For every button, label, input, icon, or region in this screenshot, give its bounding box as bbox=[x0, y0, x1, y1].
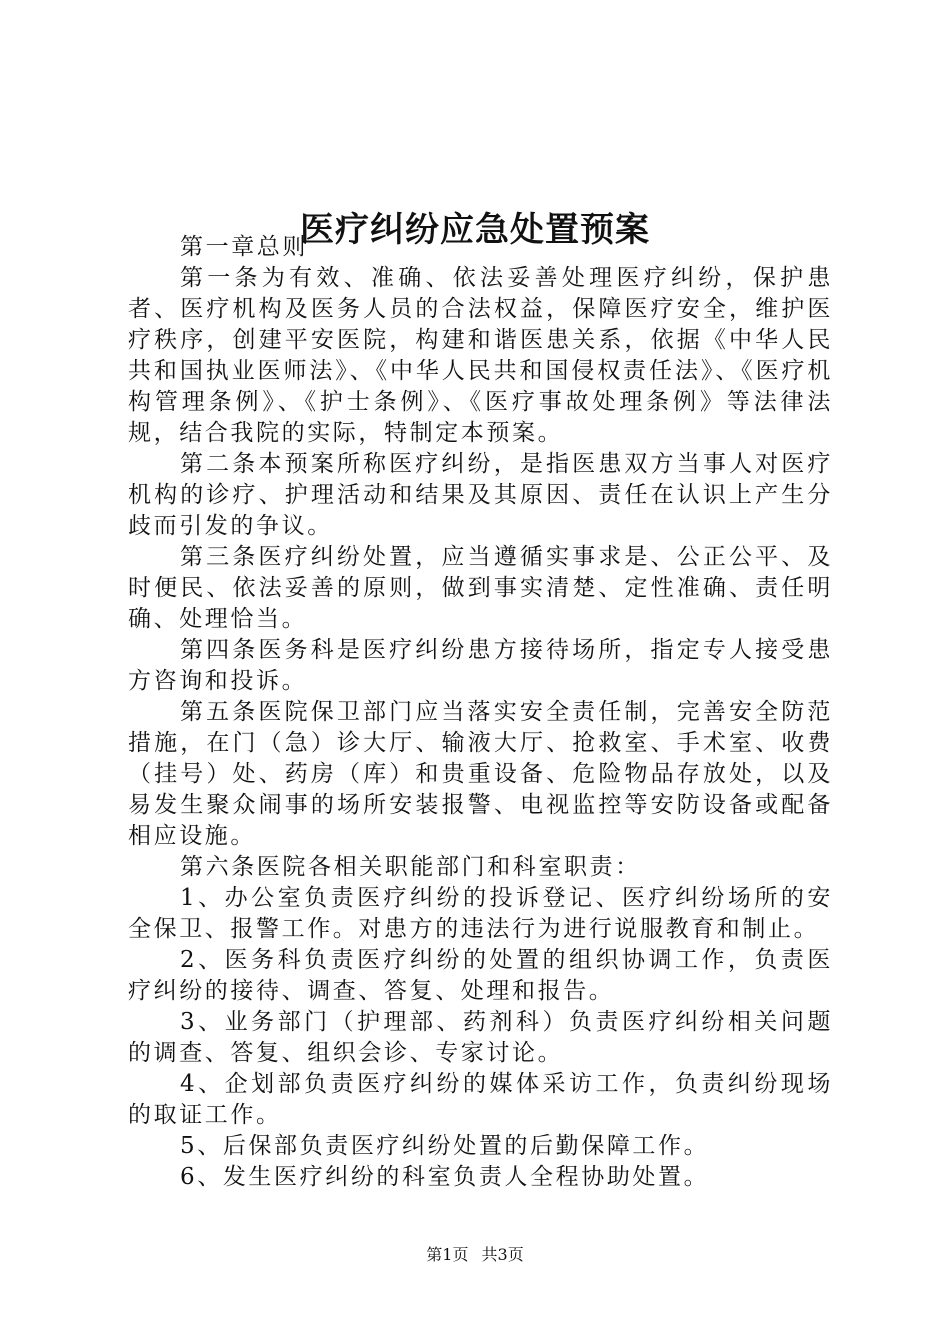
article-4: 第四条医务科是医疗纠纷患方接待场所，指定专人接受患方咨询和投诉。 bbox=[128, 637, 833, 694]
duty-item-5: 5、后保部负责医疗纠纷处置的后勤保障工作。 bbox=[180, 1133, 710, 1159]
duty-item-3: 3、业务部门（护理部、药剂科）负责医疗纠纷相关问题的调查、答复、组织会诊、专家讨论。 bbox=[128, 1009, 833, 1066]
duty-item-4: 4、企划部负责医疗纠纷的媒体采访工作，负责纠纷现场的取证工作。 bbox=[128, 1071, 833, 1128]
article-5: 第五条医院保卫部门应当落实安全责任制，完善安全防范措施，在门（急）诊大厅、输液大厅、抢救室、手术室、收费（挂号）处、药房（库）和贵重设备、危险物品存放处，以及易发生聚众闹事的场所安装报警、电视监控等安防设备或配备相应设施。 bbox=[128, 699, 833, 849]
duty-item-2: 2、医务科负责医疗纠纷的处置的组织协调工作，负责医疗纠纷的接待、调查、答复、处理和报告。 bbox=[128, 947, 833, 1004]
page-total: 共3页 bbox=[481, 1245, 524, 1264]
article-3: 第三条医疗纠纷处置，应当遵循实事求是、公正公平、及时便民、依法妥善的原则，做到事实清楚、定性准确、责任明确、处理恰当。 bbox=[128, 544, 833, 632]
article-6: 第六条医院各相关职能部门和科室职责： bbox=[180, 854, 641, 880]
document-body bbox=[128, 232, 833, 1193]
duty-item-1: 1、办公室负责医疗纠纷的投诉登记、医疗纠纷场所的安全保卫、报警工作。对患方的违法行为进行说服教育和制止。 bbox=[128, 885, 833, 942]
article-1: 第一条为有效、准确、依法妥善处理医疗纠纷，保护患者、医疗机构及医务人员的合法权益，保障医疗安全，维护医疗秩序，创建平安医院，构建和谐医患关系，依据《中华人民共和国执业医师法》、《中华人民共和国侵权责任法》、《医疗机构管理条例》、《护士条例》、《医疗事故处理条例》等法律法规，结合我院的实际，特制定本预案。 bbox=[128, 265, 833, 446]
page-number: 第1页 bbox=[426, 1245, 469, 1264]
page-footer bbox=[0, 1243, 950, 1267]
duty-item-6: 6、发生医疗纠纷的科室负责人全程协助处置。 bbox=[180, 1164, 710, 1190]
article-2: 第二条本预案所称医疗纠纷，是指医患双方当事人对医疗机构的诊疗、护理活动和结果及其原因、责任在认识上产生分歧而引发的争议。 bbox=[128, 451, 833, 539]
document-title: 医疗纠纷应急处置预案 bbox=[300, 209, 650, 250]
chapter-heading: 第一章总则 bbox=[180, 234, 308, 260]
